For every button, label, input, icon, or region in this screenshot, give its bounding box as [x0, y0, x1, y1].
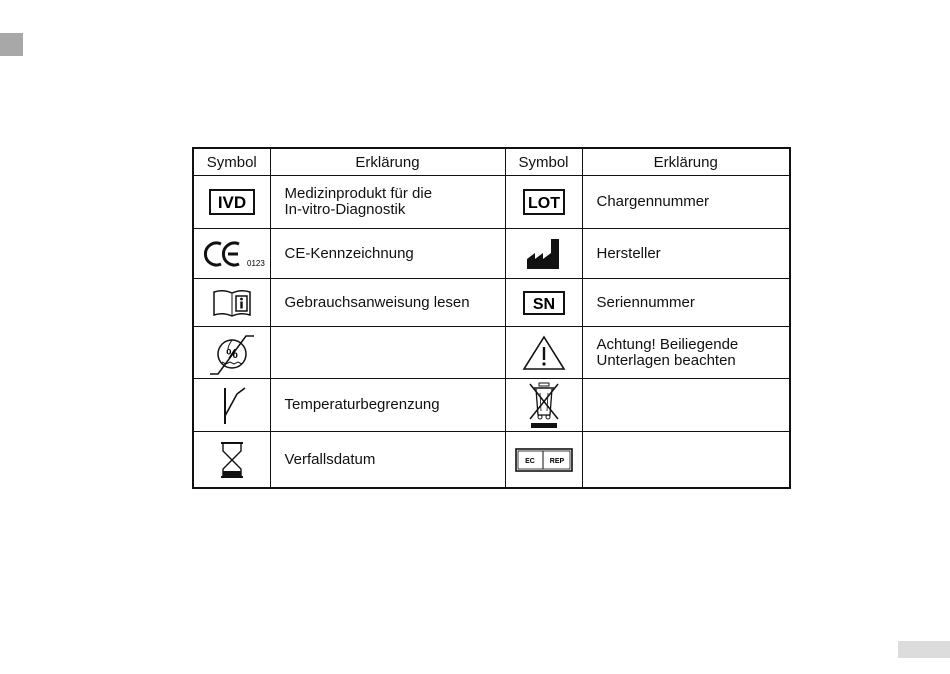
instructions-info-icon	[212, 288, 252, 318]
explanation-cell	[582, 432, 790, 489]
explanation-cell	[270, 229, 505, 279]
table-row	[193, 432, 790, 489]
expiry-text: Verfallsdatum	[284, 450, 376, 468]
explanation-cell	[582, 379, 790, 432]
table-row	[193, 327, 790, 379]
symbol-table	[192, 147, 791, 489]
explanation-cell	[270, 176, 505, 229]
page-number-marker	[898, 641, 950, 658]
table-header-row	[193, 148, 790, 176]
table-row	[193, 379, 790, 432]
symbol-cell	[505, 379, 582, 432]
warning-triangle-icon	[522, 334, 566, 372]
table-row	[193, 176, 790, 229]
explanation-cell	[582, 229, 790, 279]
ce-mark-icon	[201, 239, 263, 269]
lot-text: Chargennummer	[596, 193, 710, 210]
sn-icon	[523, 291, 565, 315]
warning-text-line1: Achtung! Beiliegende	[596, 335, 739, 353]
symbol-cell	[193, 279, 270, 327]
table-row	[193, 279, 790, 327]
hourglass-icon	[219, 441, 245, 479]
temperature-text: Temperaturbegrenzung	[284, 396, 440, 413]
explanation-cell	[270, 432, 505, 489]
symbol-cell	[193, 432, 270, 489]
symbol-cell	[193, 176, 270, 229]
ivd-text-line2: In-vitro-Diagnostik	[284, 201, 406, 218]
header-symbol-right: Symbol	[505, 148, 582, 176]
symbol-cell	[193, 379, 270, 432]
ce-text: CE-Kennzeichnung	[284, 244, 414, 262]
manufacturer-icon	[524, 237, 564, 271]
symbol-cell	[505, 229, 582, 279]
manufacturer-text: Hersteller	[596, 244, 661, 262]
ec-label: EC	[524, 457, 535, 465]
humidity-limit-icon	[208, 330, 256, 376]
symbol-cell	[505, 327, 582, 379]
ec-rep-icon	[515, 448, 573, 472]
explanation-cell	[582, 327, 790, 379]
crossed-bin-icon	[527, 381, 561, 429]
ivd-icon	[209, 189, 255, 215]
warning-text-line2: Unterlagen beachten	[596, 351, 736, 369]
page-tab-marker	[0, 33, 23, 56]
header-explanation-right: Erklärung	[582, 148, 790, 176]
ce-number: 0123	[246, 258, 265, 268]
sn-text: Seriennummer	[596, 293, 695, 311]
symbol-cell	[505, 176, 582, 229]
symbol-cell	[193, 229, 270, 279]
table-row	[193, 229, 790, 279]
symbol-cell	[505, 279, 582, 327]
explanation-cell	[270, 379, 505, 432]
symbol-cell	[193, 327, 270, 379]
explanation-cell	[270, 279, 505, 327]
header-symbol-left: Symbol	[193, 148, 270, 176]
header-explanation-left: Erklärung	[270, 148, 505, 176]
ivd-text-line1: Medizinprodukt für die	[284, 185, 433, 202]
lot-label: LOT	[527, 195, 560, 212]
rep-label: REP	[549, 457, 564, 465]
thermometer-icon	[217, 384, 247, 426]
instructions-text: Gebrauchsanweisung lesen	[284, 293, 470, 311]
lot-icon	[523, 189, 565, 215]
symbol-cell	[505, 432, 582, 489]
sn-label: SN	[532, 295, 555, 313]
explanation-cell	[582, 176, 790, 229]
explanation-cell	[270, 327, 505, 379]
humidity-percent: %	[225, 345, 238, 361]
explanation-cell	[582, 279, 790, 327]
ivd-label: IVD	[217, 193, 246, 212]
